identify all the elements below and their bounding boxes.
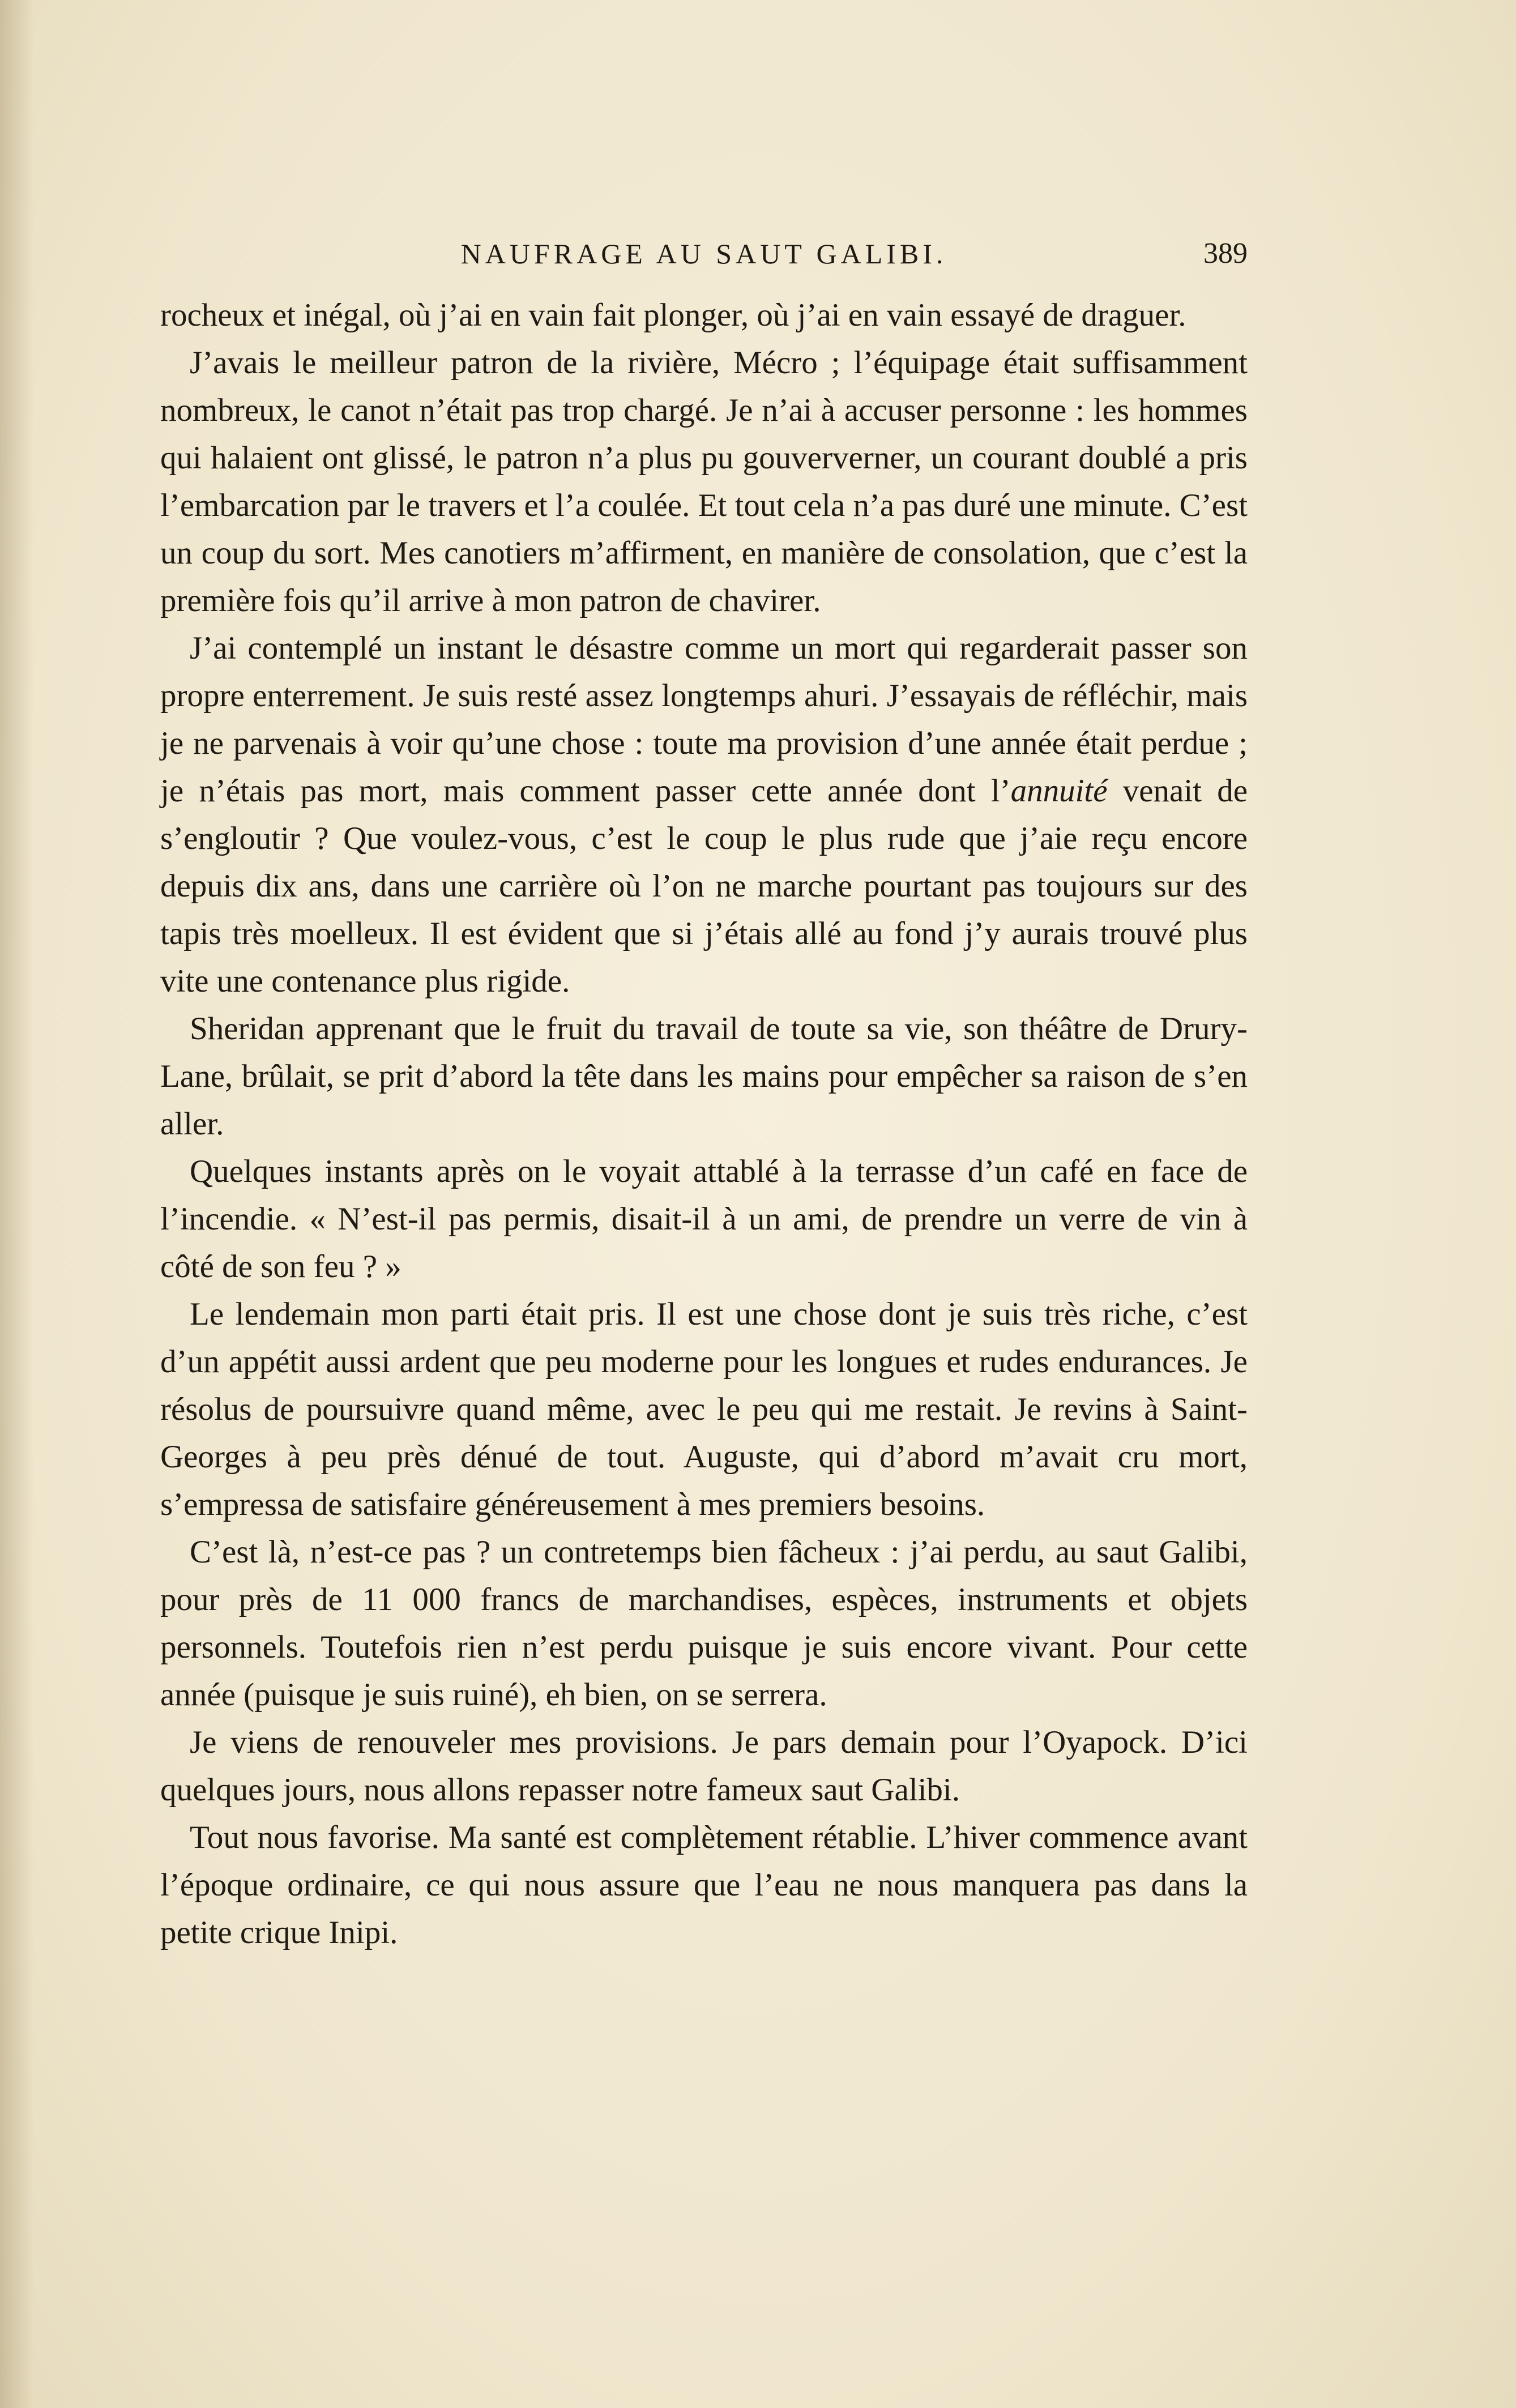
paragraph-text: Quelques instants après on le voyait attablé à la terrasse d’un café en face de l’incendie. « N’est-il pas permis, disait-il à un ami, de prendre un verre de vin à côté de son feu ? » xyxy=(160,1154,1248,1284)
paragraph-text: J’avais le meilleur patron de la rivière, Mécro ; l’équipage était suffisamment nombreux, le canot n’était pas trop chargé. Je n’ai à accuser personne : les hommes qui halaient ont glissé, le patron n’a plus pu gouververner, un courant doublé a pris l’embarcation par le travers et l’a coulée. Et tout cela n’a pas duré une minute. C’est un coup du sort. Mes canotiers m’affirment, en manière de consolation, que c’est la première fois qu’il arrive à mon patron de chavirer. xyxy=(160,345,1248,618)
paragraph xyxy=(160,1005,1248,1148)
paragraph xyxy=(160,1529,1248,1719)
page-number: 389 xyxy=(1203,237,1248,270)
paragraph-text: Sheridan apprenant que le fruit du travail de toute sa vie, son théâtre de Drury-Lane, brûlait, se prit d’abord la tête dans les mains pour empêcher sa raison de s’en aller. xyxy=(160,1011,1248,1142)
paragraph-continuation xyxy=(160,292,1248,339)
body-text xyxy=(160,292,1248,1957)
paragraph-text: J’ai contemplé un instant le désastre comme un mort qui regarderait passer son propre enterrement. Je suis resté assez longtemps ahuri. J’essayais de réfléchir, mais je ne parvenais à voir qu’une chose : toute ma provision d’une année était perdue ; je n’étais pas mort, mais comment passer cette année dont l’ xyxy=(160,630,1248,809)
paragraph xyxy=(160,1719,1248,1814)
paragraph xyxy=(160,1291,1248,1529)
paragraph-text: Tout nous favorise. Ma santé est complètement rétablie. L’hiver commence avant l’époque ordinaire, ce qui nous assure que l’eau ne nous manquera pas dans la petite crique Inipi. xyxy=(160,1820,1248,1950)
paragraph xyxy=(160,1148,1248,1291)
paragraph xyxy=(160,1814,1248,1957)
paragraph-text: Je viens de renouveler mes provisions. Je pars demain pour l’Oyapock. D’ici quelques jours, nous allons repasser notre fameux saut Galibi. xyxy=(160,1724,1248,1808)
paragraph-text: C’est là, n’est-ce pas ? un contretemps bien fâcheux : j’ai perdu, au saut Galibi, pour près de 11 000 francs de marchandises, espèces, instruments et objets personnels. Toutefois rien n’est perdu puisque je suis encore vivant. Pour cette année (puisque je suis ruiné), eh bien, on se serrera. xyxy=(160,1534,1248,1713)
paragraph xyxy=(160,339,1248,625)
running-title: NAUFRAGE AU SAUT GALIBI. xyxy=(460,238,947,270)
paragraph xyxy=(160,625,1248,1005)
italic-word: annuité xyxy=(1010,773,1108,809)
paragraph-text: rocheux et inégal, où j’ai en vain fait plonger, où j’ai en vain essayé de draguer. xyxy=(160,297,1186,333)
paragraph-text: Le lendemain mon parti était pris. Il est une chose dont je suis très riche, c’est d’un appétit aussi ardent que peu moderne pour les longues et rudes endurances. Je résolus de poursuivre quand même, avec le peu qui me restait. Je revins à Saint-Georges à peu près dénué de tout. Auguste, qui d’abord m’avait cru mort, s’empressa de satisfaire généreusement à mes premiers besoins. xyxy=(160,1296,1248,1522)
page-gutter-shadow xyxy=(0,0,34,2408)
paragraph-text: venait de s’engloutir ? Que voulez-vous, c’est le coup le plus rude que j’aie reçu encore depuis dix ans, dans une carrière où l’on ne marche pourtant pas toujours sur des tapis très moelleux. Il est évident que si j’étais allé au fond j’y aurais trouvé plus vite une contenance plus rigide. xyxy=(160,773,1248,999)
page-header xyxy=(160,231,1248,276)
